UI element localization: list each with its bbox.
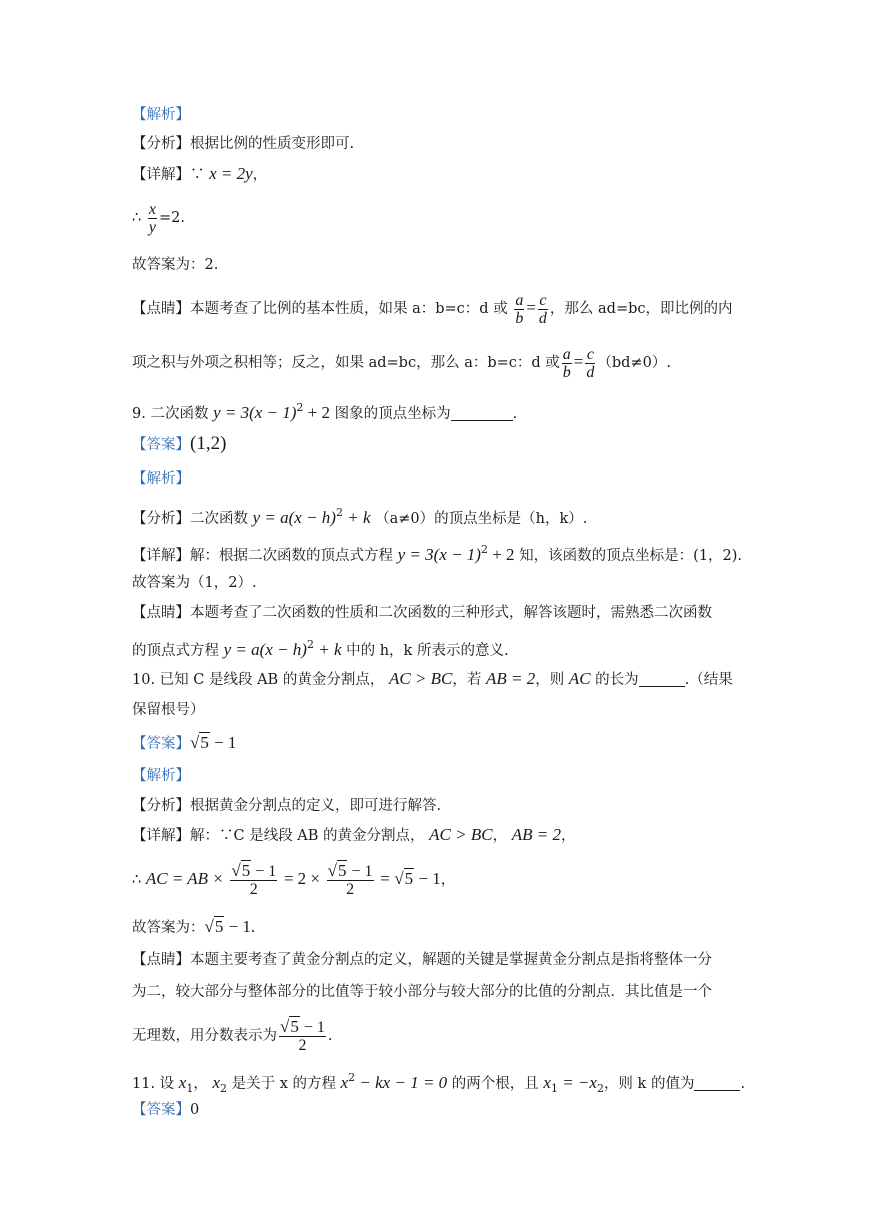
result-text: =2. bbox=[158, 210, 185, 226]
xiangjie-9: 【详解】解：根据二次函数的顶点式方程 $y = 3(x - 1)^2 + 2$ 知，该函数的顶点坐标是：(1，2). bbox=[132, 543, 743, 564]
dianjing-9-line-2: 的顶点式方程 $y = a(x - h)^2 + k$ 中的 h，k 所表示的意义. bbox=[132, 638, 509, 659]
answer-9-value: (1,2) bbox=[190, 433, 227, 454]
dianjing-line-1: 【点睛】本题考查了比例的基本性质，如果 a：b=c：d 或 $\frac{a}{b}$ = $\frac{c}{d}$ ，那么 ad=bc，即比例的内 bbox=[132, 291, 733, 327]
sqrt-5: √5 bbox=[190, 733, 209, 752]
jiexi-heading-9: 【解析】 bbox=[132, 471, 190, 487]
answer-blank bbox=[451, 406, 513, 421]
answer-blank-11 bbox=[694, 1076, 740, 1091]
equation-x-2y: x = 2y bbox=[209, 164, 253, 183]
daan-tag: 【答案】 bbox=[132, 437, 190, 453]
question-11: 11. 设 $x_1$， $x_2$ 是关于 x 的方程 $x^2$ − kx − 1 = 0 的两个根，且 $x_1 = -x_2$，则 k 的值为 . bbox=[132, 1071, 746, 1095]
dianjing-9-line-1: 【点睛】本题考查了二次函数的性质和二次函数的三种形式，解答该题时，需熟悉二次函数 bbox=[132, 605, 712, 621]
dianjing-line-2: 项之积与外项之积相等；反之，如果 ad=bc，那么 a：b=c：d 或 $\frac{a}{b}$ = $\frac{c}{d}$ （bd≠0）. bbox=[132, 345, 671, 381]
answer-line-1: 故答案为：2. bbox=[132, 257, 219, 273]
fenxi-line bbox=[132, 134, 354, 154]
answer-blank-10 bbox=[639, 672, 685, 687]
because-symbol: ∵ bbox=[190, 167, 205, 183]
dianjing-tag: 【点睛】 bbox=[132, 301, 190, 317]
fenxi-9: 【分析】二次函数 $y = a(x - h)^2 + k$ （a≠0）的顶点坐标是（h，k）. bbox=[132, 506, 588, 527]
fraction-c-over-d: $\frac{c}{d}$ bbox=[538, 291, 547, 327]
fraction-x-over-y: $\frac{x}{y}$ bbox=[148, 200, 156, 236]
answer-10: 【答案】√5 − 1 bbox=[132, 733, 237, 752]
comma: ， bbox=[252, 167, 268, 183]
jiexi-heading-10: 【解析】 bbox=[132, 768, 190, 784]
answer-line-10: 故答案为：√5 − 1. bbox=[132, 917, 256, 936]
dianjing-10-line-2: 为二，较大部分与整体部分的比值等于较小部分与较大部分的比值的分割点．其比值是一个 bbox=[132, 984, 712, 1000]
calc-10: ∴ AC = AB × $\frac{√5 - 1}{2}$ = 2 × $\frac{√5 - 1}{2}$ = √5 − 1， bbox=[132, 861, 456, 898]
xiangjie-10: 【详解】解：∵C 是线段 AB 的黄金分割点， AC > BC， AB = 2， bbox=[132, 825, 576, 844]
fraction-golden-ratio: $\frac{√5 - 1}{2}$ bbox=[280, 1017, 325, 1054]
fraction-sqrt5-minus1-over-2: $\frac{√5 - 1}{2}$ bbox=[231, 861, 277, 898]
fenxi-tag: 【分析】 bbox=[132, 136, 190, 152]
fraction-a-over-b-2: $\frac{a}{b}$ bbox=[562, 345, 571, 381]
fraction-c-over-d-2: $\frac{c}{d}$ bbox=[586, 345, 595, 381]
therefore-symbol: ∴ bbox=[132, 210, 142, 226]
question-9: 9. 二次函数 $y = 3(x - 1)^2 + 2$ 图象的顶点坐标为 . bbox=[132, 401, 518, 422]
question-10-line-2: 保留根号） bbox=[132, 702, 205, 718]
therefore-line bbox=[132, 200, 185, 236]
dianjing-10-line-1: 【点睛】本题主要考查了黄金分割点的定义，解题的关键是掌握黄金分割点是指将整体一分 bbox=[132, 952, 712, 968]
answer-line-9: 故答案为（1，2）. bbox=[132, 575, 257, 591]
question-10: 10. 已知 C 是线段 AB 的黄金分割点， AC > BC，若 AB = 2，则 AC 的长为 .（结果 bbox=[132, 669, 733, 688]
answer-11: 【答案】0 bbox=[132, 1102, 200, 1118]
fenxi-10: 【分析】根据黄金分割点的定义，即可进行解答. bbox=[132, 798, 442, 814]
answer-9 bbox=[132, 434, 226, 455]
xiangjie-line bbox=[132, 164, 267, 185]
xiangjie-tag: 【详解】 bbox=[132, 167, 190, 183]
fraction-a-over-b: $\frac{a}{b}$ bbox=[515, 291, 524, 327]
jiexi-heading: 【解析】 bbox=[132, 107, 190, 123]
fenxi-text: 根据比例的性质变形即可. bbox=[190, 136, 355, 152]
dianjing-10-line-3: 无理数，用分数表示为 $\frac{√5 - 1}{2}$ . bbox=[132, 1017, 333, 1054]
fraction-sqrt5-minus1-over-2-b: $\frac{√5 - 1}{2}$ bbox=[327, 861, 373, 898]
